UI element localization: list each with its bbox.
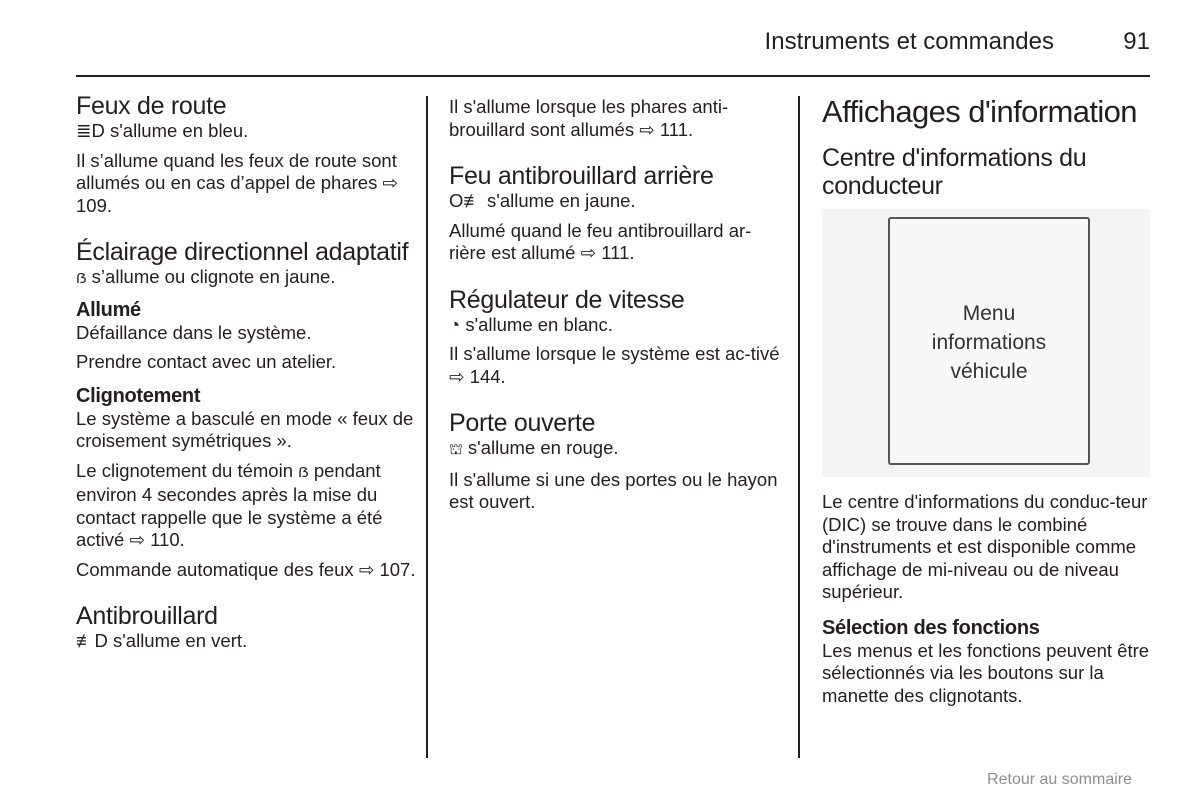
indicator-line: ⛫ s'allume en rouge. <box>449 437 784 462</box>
section-heading: Porte ouverte <box>449 409 596 437</box>
page-ref-arrow-icon[interactable]: ⇨ <box>382 172 398 193</box>
section-heading: Feu antibrouillard arrière <box>449 162 714 190</box>
page-ref[interactable]: 107. <box>374 558 416 580</box>
door-open-icon: ⛫ <box>449 441 463 458</box>
page-ref-arrow-icon[interactable]: ⇨ <box>129 529 145 550</box>
page-ref-arrow-icon[interactable]: ⇨ <box>449 365 465 387</box>
section-heading: Antibrouillard <box>76 602 218 630</box>
section-high-beam <box>76 92 416 217</box>
paragraph: Il s'allume si une des portes ou le hayon est ouvert. <box>449 468 778 512</box>
page-ref[interactable]: 111. <box>654 118 694 140</box>
subheading: Allumé <box>76 298 141 321</box>
section-heading: Feux de route <box>76 92 227 120</box>
adaptive-light-icon: ẞ <box>298 463 309 481</box>
chapter-heading: Affichages d'information <box>822 94 1137 129</box>
section-door-open <box>449 409 784 514</box>
paragraph: Défaillance dans le système. <box>76 321 312 343</box>
page-number: 91 <box>1123 28 1150 55</box>
paragraph: Il s'allume lorsque les phares anti-brouillard sont allumés ⇨ 111. <box>449 96 729 140</box>
section-rear-fog <box>449 162 784 265</box>
page-ref-arrow-icon[interactable]: ⇨ <box>358 558 375 580</box>
page-ref-arrow-icon[interactable]: ⇨ <box>639 118 655 140</box>
dic-display <box>888 217 1090 465</box>
paragraph: Il s’allume quand les feux de route sont allumés ou en cas d’appel de phares ⇨ 109. <box>76 149 398 216</box>
section-fog-continued <box>449 96 784 141</box>
column-divider <box>798 96 800 758</box>
high-beam-icon: ≣D <box>76 120 105 141</box>
adaptive-light-icon: ẞ <box>76 270 87 287</box>
column-middle <box>449 96 784 535</box>
dic-illustration <box>822 209 1150 477</box>
paragraph: Le centre d'informations du conduc-teur (DIC) se trouve dans le combiné d'instruments et est disponible comme affichage de mi-niveau ou de niveau supérieur. <box>822 491 1148 602</box>
section-cruise-control <box>449 286 784 389</box>
page-ref[interactable]: 144. <box>464 365 506 387</box>
indicator-line: ẞ s’allume ou clignote en jaune. <box>76 266 416 291</box>
back-to-summary-link[interactable]: Retour au sommaire <box>987 771 1132 788</box>
cruise-control-icon: ◔ <box>449 313 461 335</box>
column-left <box>76 92 416 674</box>
section-heading: Régulateur de vitesse <box>449 285 685 314</box>
header-rule <box>76 75 1150 77</box>
fog-light-icon: ≢D <box>76 630 108 651</box>
indicator-line: ◔ s'allume en blanc. <box>449 313 613 335</box>
page-header <box>76 24 1150 64</box>
page-ref[interactable]: 109. <box>76 194 113 216</box>
paragraph: Il s'allume lorsque le système est ac-tivé ⇨ 144. <box>449 343 780 387</box>
paragraph: Commande automatique des feux ⇨ 107. <box>76 558 416 580</box>
paragraph: Le système a basculé en mode « feux de croisement symétriques ». <box>76 407 414 451</box>
section-heading: Centre d'informations du conducteur <box>822 144 1087 200</box>
dic-display-text: Menu informations véhicule <box>931 302 1047 383</box>
rear-fog-icon: O≢ <box>449 190 482 211</box>
section-heading: Éclairage directionnel adaptatif <box>76 238 409 266</box>
paragraph: Allumé quand le feu antibrouillard ar-rière est allumé ⇨ 111. <box>449 219 752 263</box>
page-ref-arrow-icon[interactable]: ⇨ <box>580 242 597 263</box>
subheading: Sélection des fonctions <box>822 616 1040 639</box>
indicator-line: ≣D s'allume en bleu. <box>76 120 249 141</box>
section-fog-light <box>76 602 416 653</box>
page-ref[interactable]: 111. <box>596 242 635 263</box>
subheading: Clignotement <box>76 384 201 407</box>
paragraph: Le clignotement du témoin ẞ pendant environ 4 secondes après la mise du contact rappelle que le système a été activé ⇨ 110. <box>76 459 383 550</box>
page-ref[interactable]: 110. <box>144 529 185 550</box>
column-right <box>822 94 1150 714</box>
indicator-line: ≢D s'allume en vert. <box>76 630 248 651</box>
paragraph: Prendre contact avec un atelier. <box>76 351 337 372</box>
page-title: Instruments et commandes <box>764 28 1054 55</box>
paragraph: Les menus et les fonctions peuvent être sélectionnés via les boutons sur la manette des clignotants. <box>822 639 1150 706</box>
section-adaptive-lighting <box>76 238 416 581</box>
indicator-line: O≢ s'allume en jaune. <box>449 190 636 211</box>
column-divider <box>426 96 428 758</box>
